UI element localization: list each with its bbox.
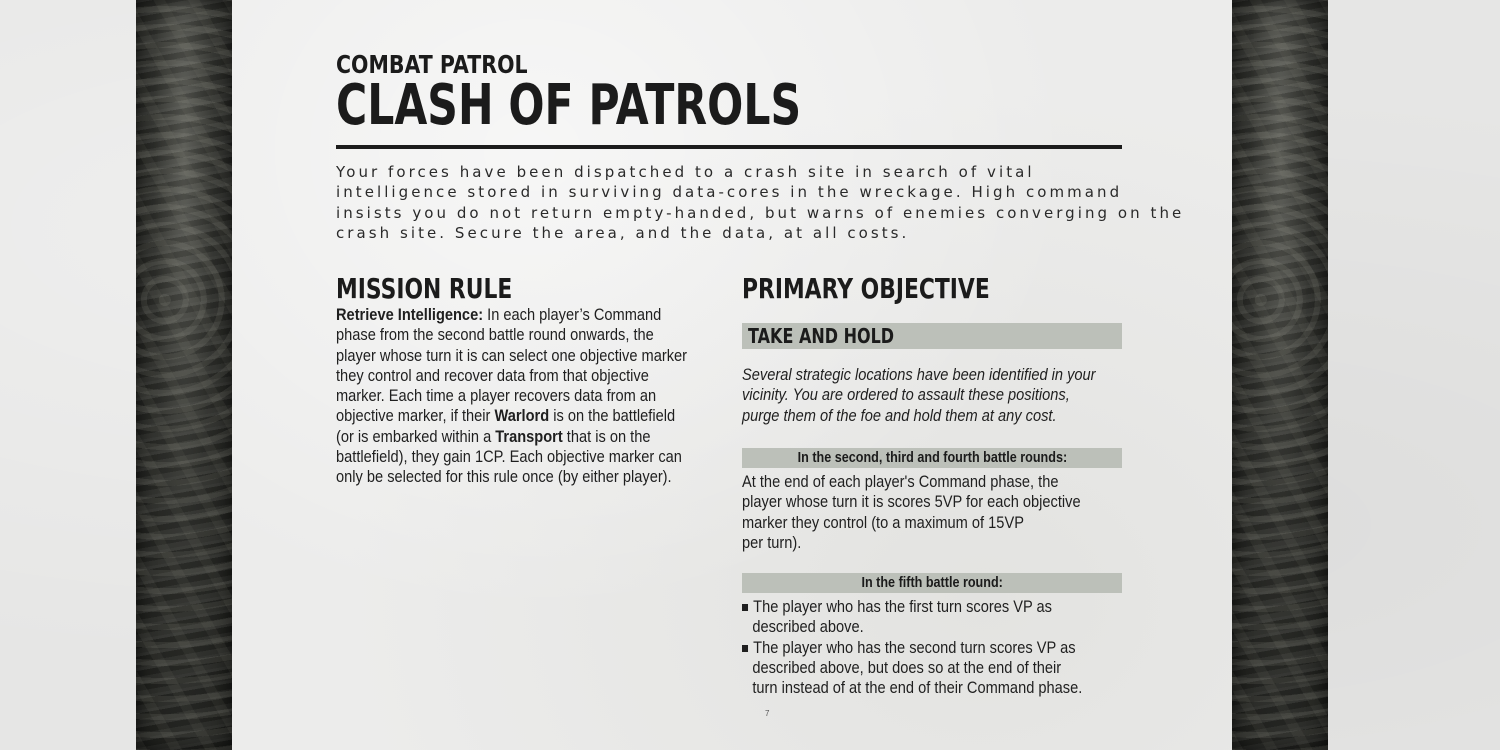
page-kicker: COMBAT PATROL — [336, 50, 528, 79]
bullet-line: The player who has the second turn scores VP as — [742, 638, 1082, 658]
keyword-transport: Transport — [495, 426, 563, 446]
scoring-line: per turn). — [742, 532, 802, 552]
flavor-line: Several strategic locations have been identified in your — [742, 365, 1096, 384]
objective-name: TAKE AND HOLD — [748, 324, 895, 348]
right-decorative-border — [1232, 0, 1328, 750]
intro-paragraph — [336, 162, 1185, 243]
flavor-line: vicinity. You are ordered to assault these positions, — [742, 385, 1070, 405]
mission-rule-line: they control and recover data from that objective — [336, 365, 649, 385]
phase1-scoring-text — [742, 472, 1136, 553]
bullet-line: turn instead of at the end of their Command phase. — [752, 678, 1083, 698]
mission-rule-line: battlefield), they gain 1CP. Each objective marker can — [336, 447, 682, 467]
page-title: CLASH OF PATROLS — [336, 73, 802, 138]
left-decorative-border — [136, 0, 232, 750]
mission-rule-line: (or is embarked within a Transport that is on the — [336, 426, 651, 446]
page-number: 7 — [765, 709, 770, 718]
bullet-line: described above. — [752, 617, 864, 637]
intro-line: Your forces have been dispatched to a crash site in search of vital — [336, 163, 1035, 181]
objective-name-band — [742, 323, 1122, 349]
mission-rule-heading: MISSION RULE — [336, 272, 513, 305]
bullet-line: The player who has the first turn scores VP as — [742, 597, 1082, 617]
mission-rule-text — [336, 305, 744, 488]
bullet-square-icon — [742, 645, 748, 652]
mission-rule-line: marker. Each time a player recovers data from an — [336, 386, 657, 406]
scoring-line: At the end of each player's Command phase, the — [742, 472, 1059, 491]
phase-label: In the fifth battle round: — [861, 574, 1003, 591]
mission-rule-line: player whose turn it is can select one objective marker — [336, 345, 688, 365]
mission-rule-line: objective marker, if their Warlord is on the battlefield — [336, 406, 676, 426]
intro-line: insists you do not return empty-handed, but warns of enemies converging on the — [336, 203, 1185, 222]
flavor-line: purge them of the foe and hold them at any cost. — [742, 405, 1057, 425]
phase-label-band — [742, 448, 1122, 468]
scoring-line: marker they control (to a maximum of 15VP — [742, 512, 1024, 532]
phase2-bullet-list — [742, 597, 1138, 698]
mission-rule-line: only be selected for this rule once (by either player). — [336, 467, 672, 487]
rule-name: Retrieve Intelligence: — [336, 305, 484, 324]
mission-rule-line: Retrieve Intelligence: In each player’s Command — [336, 305, 662, 324]
mission-rule-line: phase from the second battle round onwards, the — [336, 325, 654, 345]
document-page — [232, 0, 1232, 750]
bullet-line: described above, but does so at the end of their — [752, 657, 1062, 677]
phase-label: In the second, third and fourth battle rounds: — [797, 449, 1067, 466]
title-divider — [336, 145, 1122, 149]
objective-flavor-text — [742, 365, 1153, 426]
keyword-warlord: Warlord — [494, 406, 550, 426]
primary-objective-heading: PRIMARY OBJECTIVE — [742, 272, 990, 305]
phase-label-band — [742, 573, 1122, 593]
intro-line: crash site. Secure the area, and the data, at all costs. — [336, 223, 910, 242]
scoring-line: player whose turn it is scores 5VP for each objective — [742, 492, 1081, 512]
bullet-square-icon — [742, 604, 748, 611]
intro-line: intelligence stored in surviving data-cores in the wreckage. High command — [336, 183, 1123, 202]
